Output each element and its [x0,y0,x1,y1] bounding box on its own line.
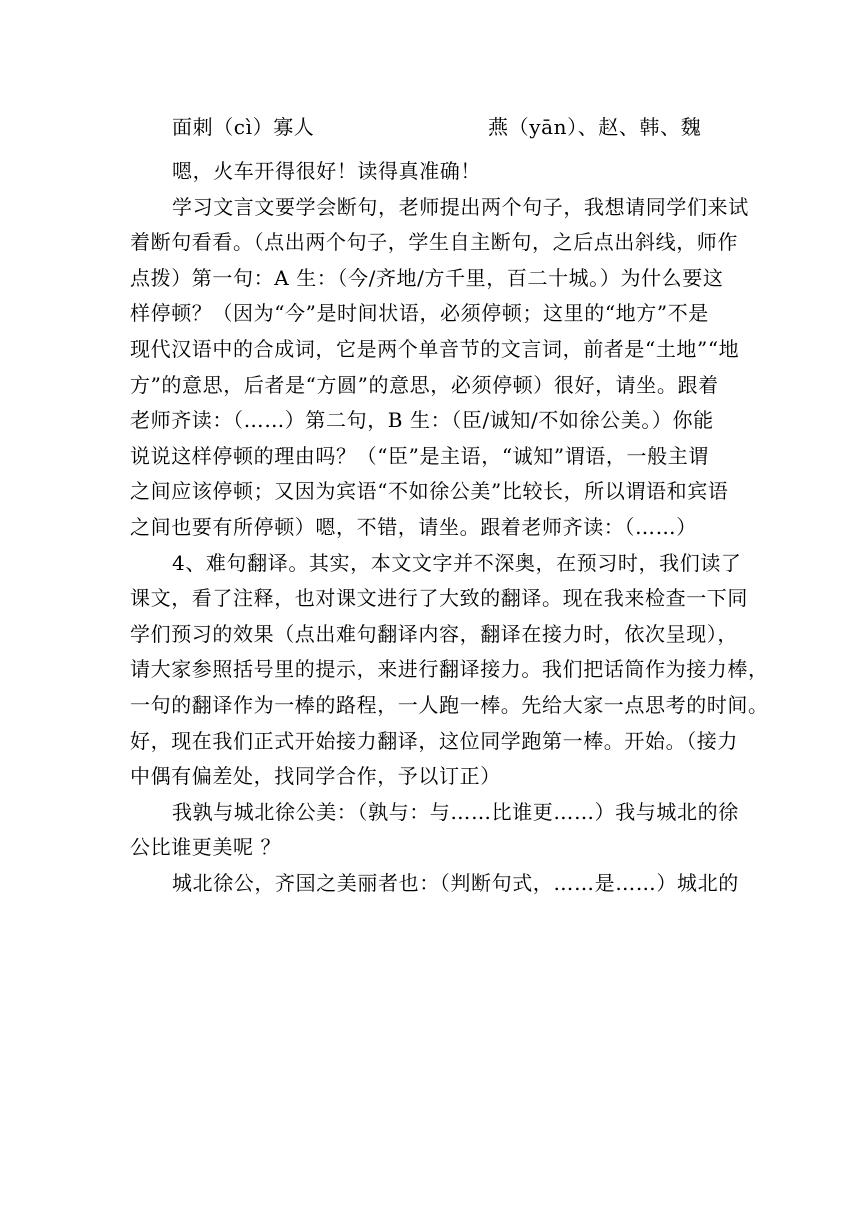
text-line: 说说这样停顿的理由吗？（“臣”是主语，“诚知”谓语，一般主谓 [130,443,709,468]
text-line: 城北徐公，齐国之美丽者也：（判断句式，……是……）城北的 [172,870,739,895]
body-text [130,154,769,901]
text-line: 课文，看了注释，也对课文进行了大致的翻译。现在我来检查一下同 [130,586,748,611]
text-line: 4、难句翻译。其实，本文文字并不深奥，在预习时，我们读了 [172,550,742,575]
pronunciation-item-yan: 燕（yān）、赵、韩、魏 [488,115,702,139]
text-line: 嗯，火车开得很好！读得真准确！ [172,159,481,183]
text-line: 中偶有偏差处，找同学合作，予以订正） [130,764,501,789]
pronunciation-row [172,112,732,142]
text-line: 学们预习的效果（点出难句翻译内容，翻译在接力时，依次呈现）， [130,621,738,646]
text-line: 之间应该停顿；又因为宾语“不如徐公美”比较长，所以谓语和宾语 [130,479,729,504]
text-line: 我孰与城北徐公美：（孰与：与……比谁更……）我与城北的徐 [172,799,739,824]
text-line: 一句的翻译作为一棒的路程，一人跑一棒。先给大家一点思考的时间。 [130,692,769,717]
text-line: 点拨）第一句：A 生：（今/齐地/方千里，百二十城。）为什么要这 [130,265,724,290]
text-line: 好，现在我们正式开始接力翻译，这位同学跑第一棒。开始。（接力 [130,728,738,753]
text-line: 老师齐读：（……）第二句，B 生：（臣/诚知/不如徐公美。）你能 [130,408,714,433]
text-line: 样停顿？（因为“今”是时间状语，必须停顿；这里的“地方”不是 [130,301,709,326]
text-line: 之间也要有所停顿）嗯，不错，请坐。跟着老师齐读：（……） [130,514,697,539]
pronunciation-item-mianci: 面刺（cì）寡人 [172,115,315,139]
text-line: 现代汉语中的合成词，它是两个单音节的文言词，前者是“土地”“地 [130,336,740,361]
text-line: 着断句看看。（点出两个句子，学生自主断句，之后点出斜线，师作 [130,230,738,255]
text-line: 学习文言文要学会断句，老师提出两个句子，我想请同学们来试 [172,194,749,219]
text-line: 请大家参照括号里的提示，来进行翻译接力。我们把话筒作为接力棒， [130,657,769,682]
text-line: 公比谁更美呢 ？ [130,835,282,860]
text-line: 方”的意思，后者是“方圆”的意思，必须停顿）很好，请坐。跟着 [130,372,719,397]
